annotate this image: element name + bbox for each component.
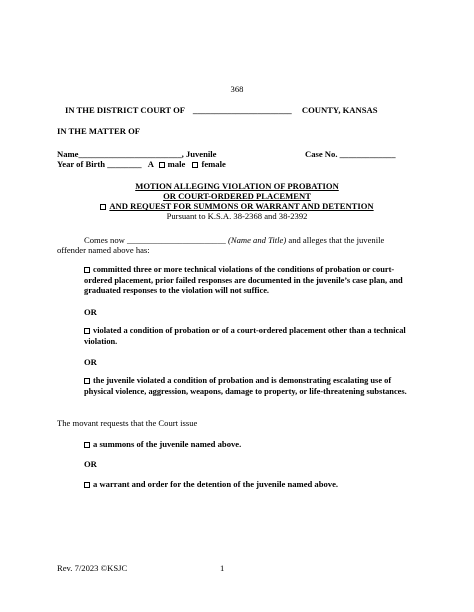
title-checkbox[interactable] — [100, 204, 106, 210]
comes-now: Comes now — [84, 235, 125, 245]
summons-text: a summons of the juvenile named above. — [93, 439, 242, 449]
juvenile-label: , Juvenile — [181, 149, 217, 159]
option-2-checkbox[interactable] — [84, 328, 90, 334]
county-kansas-label: COUNTY, KANSAS — [301, 105, 378, 115]
request-summons — [84, 439, 241, 449]
case-no-blank[interactable]: _____________ — [339, 149, 396, 159]
option-2-text: violated a condition of probation or of a court-ordered placement other than a technical violation. — [84, 326, 406, 346]
option-1-text: committed three or more technical violations of the conditions of probation or court-ordered placement, prior failed responses are documented in the juvenile’s case plan, and graduated responses to the violation will not suffice. — [84, 265, 403, 296]
warrant-text: a warrant and order for the detention of the juvenile named above. — [93, 479, 339, 489]
or-2: OR — [84, 357, 97, 367]
case-no-line — [305, 149, 395, 159]
in-the-matter-heading: IN THE MATTER OF — [57, 126, 141, 136]
option-non-technical-violation — [84, 326, 414, 347]
case-no-label: Case No. — [305, 149, 338, 159]
request-warrant — [84, 479, 338, 489]
statute-citation: Pursuant to K.S.A. 38-2368 and 38-2392 — [166, 211, 308, 221]
female-checkbox[interactable] — [192, 162, 198, 168]
name-line — [57, 149, 216, 159]
name-label: Name — [57, 149, 79, 159]
female-label: female — [201, 159, 226, 169]
intro-tail: and alleges that the juvenile — [288, 235, 385, 245]
title-line-3-row — [0, 201, 474, 211]
footer-page-number: 1 — [220, 563, 225, 573]
intro-line-2: offender named above has: — [57, 245, 150, 255]
title-line-3: AND REQUEST FOR SUMMONS OR WARRANT AND DETENTION — [109, 201, 374, 211]
summons-checkbox[interactable] — [84, 442, 90, 448]
warrant-checkbox[interactable] — [84, 482, 90, 488]
request-or: OR — [84, 459, 97, 469]
title-line-1: MOTION ALLEGING VIOLATION OF PROBATION — [135, 181, 339, 191]
option-3-text: the juvenile violated a condition of probation and is demonstrating escalating use of physical violence, aggression, weapons, damage to property, or life-threatening substances. — [84, 376, 407, 396]
option-technical-violations — [84, 265, 414, 297]
request-lead: The movant requests that the Court issue — [57, 418, 198, 428]
year-of-birth-line — [57, 159, 226, 169]
sex-prefix: A — [147, 159, 154, 169]
year-label: Year of Birth — [57, 159, 106, 169]
option-1-checkbox[interactable] — [84, 267, 90, 273]
option-3-checkbox[interactable] — [84, 378, 90, 384]
footer-revision: Rev. 7/2023 ©KSJC — [57, 563, 128, 573]
name-blank[interactable]: ________________________ — [78, 149, 182, 159]
name-title-blank[interactable]: _______________________ — [126, 235, 226, 245]
top-page-number: 368 — [230, 84, 244, 94]
or-1: OR — [84, 307, 97, 317]
option-escalating-violence — [84, 376, 414, 397]
male-checkbox[interactable] — [159, 162, 165, 168]
name-title-hint: (Name and Title) — [227, 235, 287, 245]
title-line-2: OR COURT-ORDERED PLACEMENT — [163, 191, 311, 201]
court-line — [65, 105, 378, 115]
court-label: IN THE DISTRICT COURT OF — [65, 105, 185, 115]
county-blank[interactable]: _______________________ — [192, 105, 292, 115]
intro-line-1 — [84, 235, 384, 245]
male-label: male — [167, 159, 186, 169]
year-blank[interactable]: ________ — [107, 159, 142, 169]
